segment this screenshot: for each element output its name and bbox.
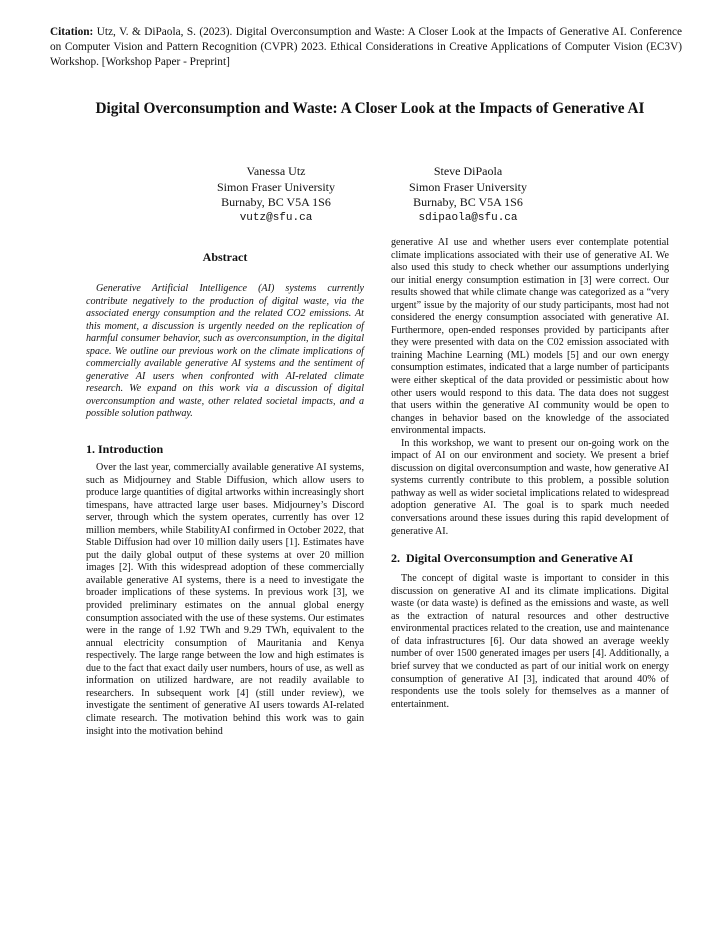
author-name: Vanessa Utz	[246, 164, 306, 178]
citation-label: Citation:	[50, 26, 94, 38]
abstract-heading: Abstract	[202, 250, 248, 264]
citation	[50, 25, 682, 70]
author-address: Burnaby, BC V5A 1S6	[413, 195, 523, 209]
left-column	[86, 250, 364, 738]
author-block-utz	[176, 164, 376, 226]
paper-title: Digital Overconsumption and Waste: A Closer Look at the Impacts of Generative AI	[95, 100, 645, 117]
author-address: Burnaby, BC V5A 1S6	[221, 195, 331, 209]
section-title: Introduction	[98, 442, 164, 457]
section-title: Digital Overconsumption and Generative AI	[406, 551, 634, 566]
paragraph: The concept of digital waste is important to consider in this discussion on generative AI and its climate implications. Digital waste (or data waste) is defined as the emissions and waste, as well as the extraction of natural resources and other destructive environmental practices related to the creation, use and maintenance of data infrastructures [6]. Our data showed an average weekly number of over 1500 generated images per users [4]. Additionally, a brief survey that we conducted as part of our initial work on energy consumption of generative AI [3], indicated that around 40% of respondents use the tools solely for themselves as a manner of entertainment.	[391, 573, 669, 710]
paragraph: In this workshop, we want to present our on-going work on the impact of AI on our environment and society. We present a brief discussion on digital overconsumption and waste, how generative AI systems currently contribute to this problem, a possible solution pathway as well as wider societal implications related to widespread adoption generative AI. The goal is to spark much needed conversations around these issues during this rapid development of generative AI.	[391, 437, 669, 537]
section-heading-introduction	[86, 442, 364, 457]
section-heading-digital-overconsumption	[391, 551, 669, 566]
author-affiliation: Simon Fraser University	[409, 179, 527, 194]
citation-text: Utz, V. & DiPaola, S. (2023). Digital Overconsumption and Waste: A Closer Look at the Impacts of Generative AI. Conference on Computer Vision and Pattern Recognition (CVPR) 2023. Ethical Considerations in Creative Applications of Computer Vision (EC3V) Workshop. [Workshop Paper - Preprint]	[50, 26, 683, 68]
author-affiliation: Simon Fraser University	[217, 179, 335, 194]
paragraph-continued: generative AI use and whether users ever contemplate potential climate implications associated with their use of generative AI. We also used this study to check whether our assumptions underlying our initial energy consumption estimation in [3] were correct. Our results showed that while climate change was categorized as a “very urgent” issue by the majority of our study participants, most had not considered the energy consumption associated with generative AI. Furthermore, open-ended responses provided by participants after they were presented with data on the C02 emission associated with training Machine Learning (ML) models [5] and our own energy consumption estimates, indicated that a large number of participants were either skeptical of the data provided or pessimistic about how other users would respond to this data. The data does not suggest that users within the generative AI community would be open to changes in behavior based on the knowledge of the associated environmental impacts.	[391, 237, 669, 437]
author-email[interactable]: sdipaola@sfu.ca	[418, 211, 518, 224]
section-number: 1.	[86, 442, 95, 457]
right-column	[391, 237, 669, 711]
paragraph: Over the last year, commercially available generative AI systems, such as Midjourney and Stable Diffusion, which allow users to produce large quantities of digital artworks within increasingly short timespans, have attracted large user bases. Midjourney’s Discord server, through which the system operates, currently has over 12 million members, while StabilityAI confirmed in October 2022, that Stable Diffusion had over 10 million daily users [1]. Estimates have put the daily global output of these systems at over 20 million images [2]. With this widespread adoption of these commercially available generative AI systems, there is a need to investigate the broader implications of these systems. In previous work [3], we provided preliminary estimates on the annual global energy consumption associated with the use of these systems. Our estimates were in the range of 1.92 TWh and 9.29 TWh, equivalent to the annual electricity consumption of Mauritania and Kenya respectively. The large range between the low and high estimates is due to the fact that exact daily user numbers, hours of use, as well as information on utilized hardware, are not readily available to researchers. In subsequent work [4] (still under review), we investigate the sentiment of generative AI users towards AI-related climate research. The motivation behind this work was to gain insight into the motivation behind	[86, 462, 364, 737]
author-block-dipaola	[368, 164, 568, 226]
abstract-text: Generative Artificial Intelligence (AI) systems currently contribute negatively to the production of digital waste, via the associated energy consumption and the related CO2 emissions. At this moment, a discussion is urgently needed on the replication of harmful consumer behavior, such as overconsumption, in the digital space. We outline our previous work on the climate implications of commercially available generative AI systems and the sentiment of generative AI users when confronted with AI-related climate research. We expand on this work via a discussion of digital overconsumption and waste, other related societal impacts, and a possible solution pathway.	[86, 283, 364, 420]
author-name: Steve DiPaola	[433, 164, 503, 178]
author-email[interactable]: vutz@sfu.ca	[239, 211, 313, 224]
section-number: 2.	[391, 551, 400, 566]
